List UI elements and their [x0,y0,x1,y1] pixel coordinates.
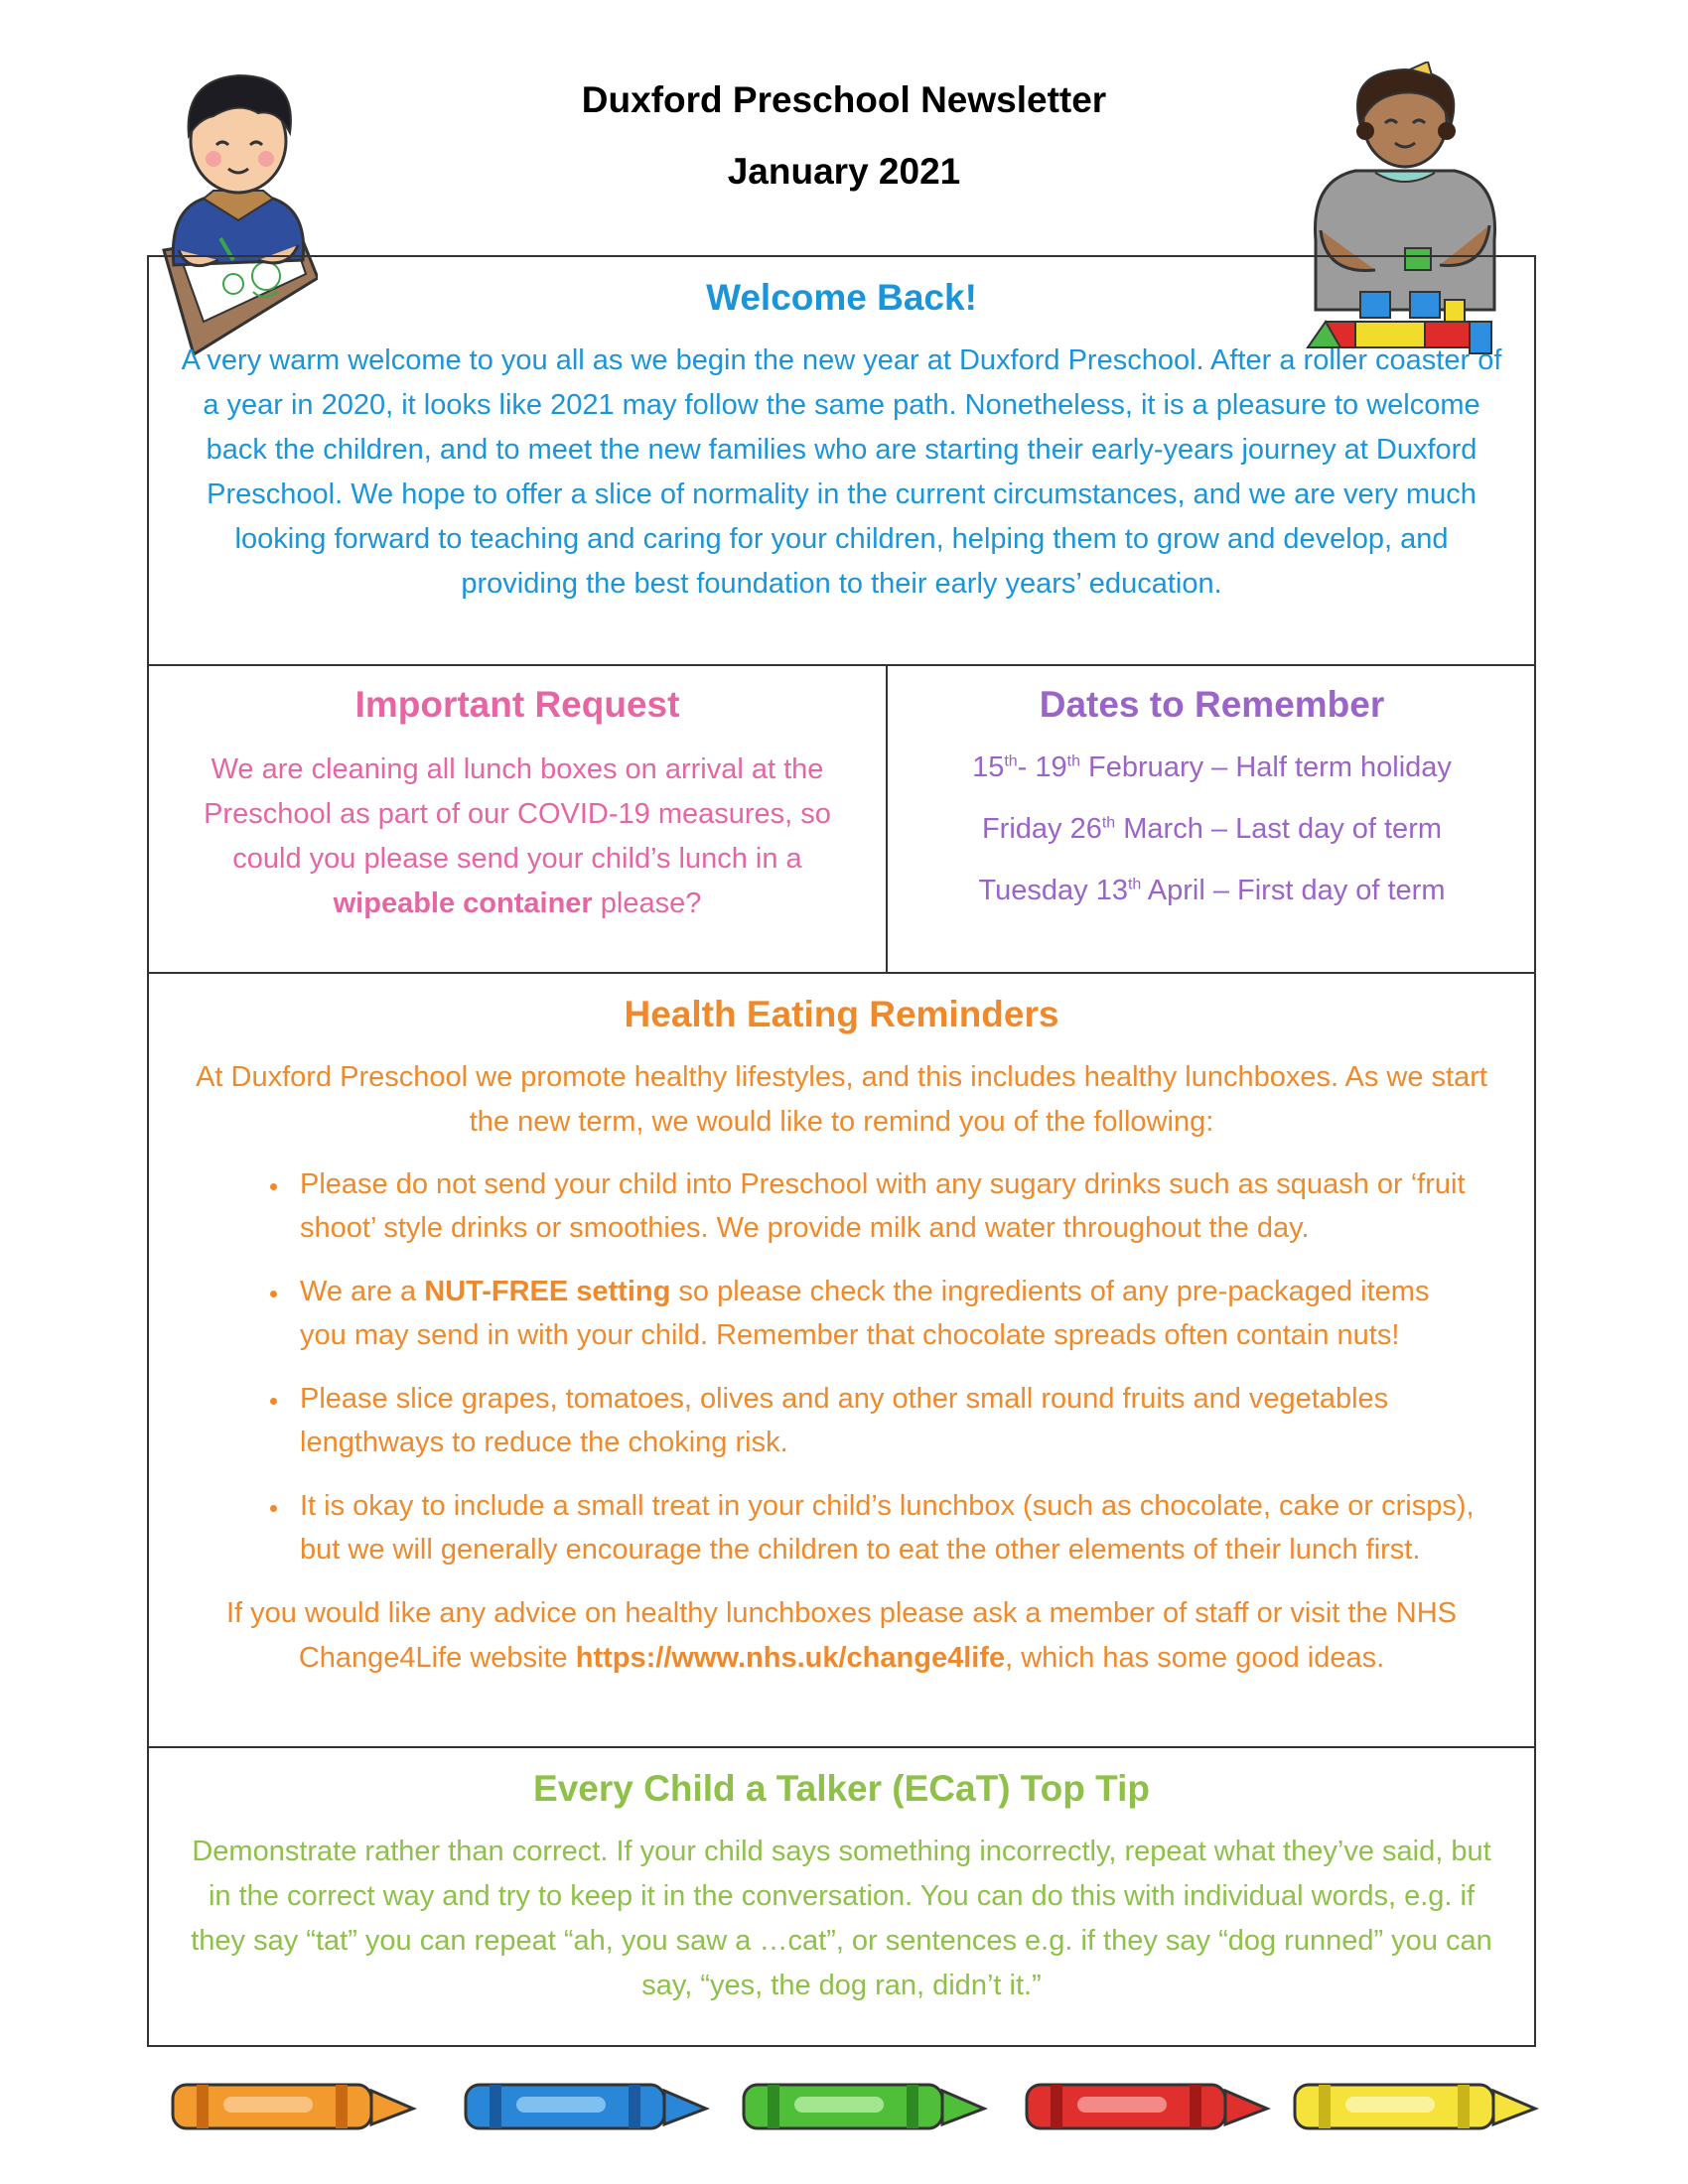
yellow-crayon-icon [1291,2079,1539,2136]
page-date: January 2021 [727,151,961,192]
health-section [149,974,1534,1748]
request-text: We are cleaning all lunch boxes on arrival at the Preschool as part of our COVID-19 measures, so could you please send your child’s lunch in a wipeable container please? [204,753,831,919]
ecat-text: Demonstrate rather than correct. If your child says something incorrectly, repeat what they’ve said, but in the correct way and try to keep it in the conversation. You can do this with individual words, e.g. if they say “tat” you can repeat “ah, you saw a …cat”, or sentences e.g. if they say “dog runned” you can say, “yes, the dog ran, didn’t it.” [191,1836,1492,2001]
ecat-section [149,1748,1534,2046]
welcome-heading: Welcome Back! [706,277,977,318]
health-list [179,1162,1504,1571]
blue-crayon-icon [462,2079,710,2136]
date-item: 15th- 19th February – Half term holiday [972,751,1452,783]
list-item: • Please do not send your child into Preschool with any sugary drinks such as squash or ‘fruit shoot’ style drinks or smoothies. We provide milk and water throughout the day. [290,1162,1475,1250]
welcome-section [149,257,1534,664]
list-item: • Please slice grapes, tomatoes, olives and any other small round fruits and vegetables lengthways to reduce the choking risk. [290,1377,1475,1464]
ecat-heading: Every Child a Talker (ECaT) Top Tip [533,1768,1150,1809]
request-highlight: wipeable container [333,887,593,919]
request-heading: Important Request [354,684,680,725]
newsletter-box [147,255,1536,2047]
request-section [149,664,886,972]
health-intro: At Duxford Preschool we promote healthy lifestyles, and this includes healthy lunchboxes. As we start the new term, we would like to remind you of the following: [196,1061,1487,1138]
dates-section [888,664,1536,972]
health-outro: If you would like any advice on healthy lunchboxes please ask a member of staff or visit the NHS Change4Life website https://www.nhs.uk/change4life, which has some good ideas. [225,1597,1458,1674]
list-item: • It is okay to include a small treat in your child’s lunchbox (such as chocolate, cake or crisps), but we will generally encourage the children to eat the other elements of their lunch first. [290,1484,1475,1571]
dates-heading: Dates to Remember [1039,684,1385,725]
page-title: Duxford Preschool Newsletter [581,79,1107,120]
orange-crayon-icon [169,2079,417,2136]
health-heading: Health Eating Reminders [624,994,1059,1034]
nut-free-highlight: NUT-FREE setting [424,1276,671,1307]
red-crayon-icon [1023,2079,1271,2136]
green-crayon-icon [740,2079,988,2136]
welcome-text: A very warm welcome to you all as we begin the new year at Duxford Preschool. After a roller coaster of a year in 2020, it looks like 2021 may follow the same path. Nonetheless, it is a pleasure to welcome back the children, and to meet the new families who are starting their early-years journey at Duxford Preschool. We hope to offer a slice of normality in the current circumstances, and we are very much looking forward to teaching and caring for your children, helping them to grow and develop, and providing the best foundation to their early years’ education. [181,344,1502,600]
change4life-link[interactable]: https://www.nhs.uk/change4life [575,1642,1006,1674]
date-item: Tuesday 13th April – First day of term [978,875,1446,906]
list-item: • We are a NUT-FREE setting so please check the ingredients of any pre-packaged items you may send in with your child. Remember that chocolate spreads often contain nuts! [290,1270,1475,1357]
date-item: Friday 26th March – Last day of term [981,813,1443,845]
